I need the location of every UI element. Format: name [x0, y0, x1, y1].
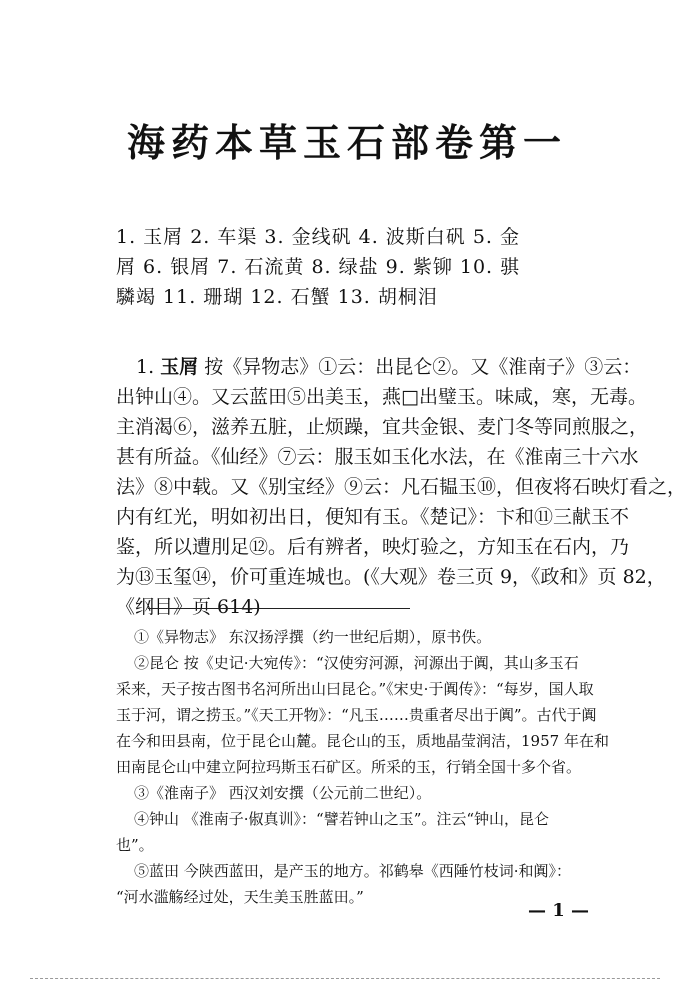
contents-line: 屑 6. 银屑 7. 石流黄 8. 绿盐 9. 紫铆 10. 骐 — [116, 256, 521, 278]
entry-line: 内有红光，明如初出日，便知有玉。《楚记》：卞和⑪三献玉不 — [116, 506, 630, 528]
footnote-continuation: “河水滥觞经过处，天生美玉胜蓝田。” — [116, 888, 364, 906]
footnote: ②昆仑 按《史记·大宛传》：“汉使穷河源，河源出于阗，其山多玉石 — [134, 654, 579, 672]
entry-text — [116, 352, 687, 622]
entry-number: 1. — [136, 356, 155, 378]
footnote: ⑤蓝田 今陕西蓝田，是产玉的地方。祁鹤皋《西陲竹枝词·和阗》： — [134, 862, 572, 880]
footnotes — [116, 624, 612, 910]
contents-line: 驎竭 11. 珊瑚 12. 石蟹 13. 胡桐泪 — [116, 286, 438, 308]
footnote-continuation: 在今和田县南，位于昆仑山麓。昆仑山的玉，质地晶莹润洁，1957 年在和 — [116, 732, 609, 750]
table-of-contents — [116, 222, 586, 312]
entry-name: 玉屑 — [160, 356, 199, 378]
chapter-title: 海药本草玉石部卷第一 — [126, 120, 567, 165]
entry-line: 主消渴⑥，滋养五脏，止烦躁，宜共金银、麦门冬等同煎服之， — [116, 416, 649, 438]
entry-line: 为⑬玉玺⑭，价可重连城也。(《大观》卷三页 9，《政和》页 82， — [116, 566, 666, 588]
entry-first-line — [116, 352, 642, 382]
page-number: — 1 — — [528, 900, 590, 921]
footnote-continuation: 也”。 — [116, 836, 154, 854]
entry-line: 甚有所益。《仙经》⑦云：服玉如玉化水法，在《淮南三十六水 — [116, 446, 639, 468]
footnote: ③《淮南子》 西汉刘安撰（公元前二世纪）。 — [134, 784, 432, 802]
footnote: ④钟山 《淮南子·俶真训》：“譬若钟山之玉”。注云“钟山，昆仑 — [134, 810, 550, 828]
footnote-continuation: 田南昆仑山中建立阿拉玛斯玉石矿区。所采的玉，行销全国十多个省。 — [116, 758, 582, 776]
footnote-continuation: 玉于河，谓之捞玉。”《天工开物》：“凡玉……贵重者尽出于阗”。古代于阗 — [116, 706, 597, 724]
footnote-divider — [148, 608, 410, 609]
footnote: ①《异物志》 东汉扬浮撰（约一世纪后期），原书佚。 — [134, 628, 492, 646]
footnote-continuation: 采来，天子按古图书名河所出山曰昆仑。”《宋史·于阗传》：“每岁，国人取 — [116, 680, 594, 698]
entry-line: 《纲目》页 614) — [116, 596, 261, 618]
entry-line: 法》⑧中载。又《别宝经》⑨云：凡石韫玉⑩，但夜将石映灯看之， — [116, 476, 687, 498]
bottom-edge-line — [30, 978, 660, 979]
entry-line: 出钟山④。又云蓝田⑤出美玉，燕□出璧玉。味咸，寒，无毒。 — [116, 386, 647, 408]
contents-line: 1. 玉屑 2. 车渠 3. 金线矾 4. 波斯白矾 5. 金 — [116, 226, 520, 248]
entry-line: 鉴，所以遭刖足⑫。后有辨者，映灯验之，方知玉在石内，乃 — [116, 536, 630, 558]
entry-line: 按《异物志》①云：出昆仑②。又《淮南子》③云： — [204, 356, 642, 378]
